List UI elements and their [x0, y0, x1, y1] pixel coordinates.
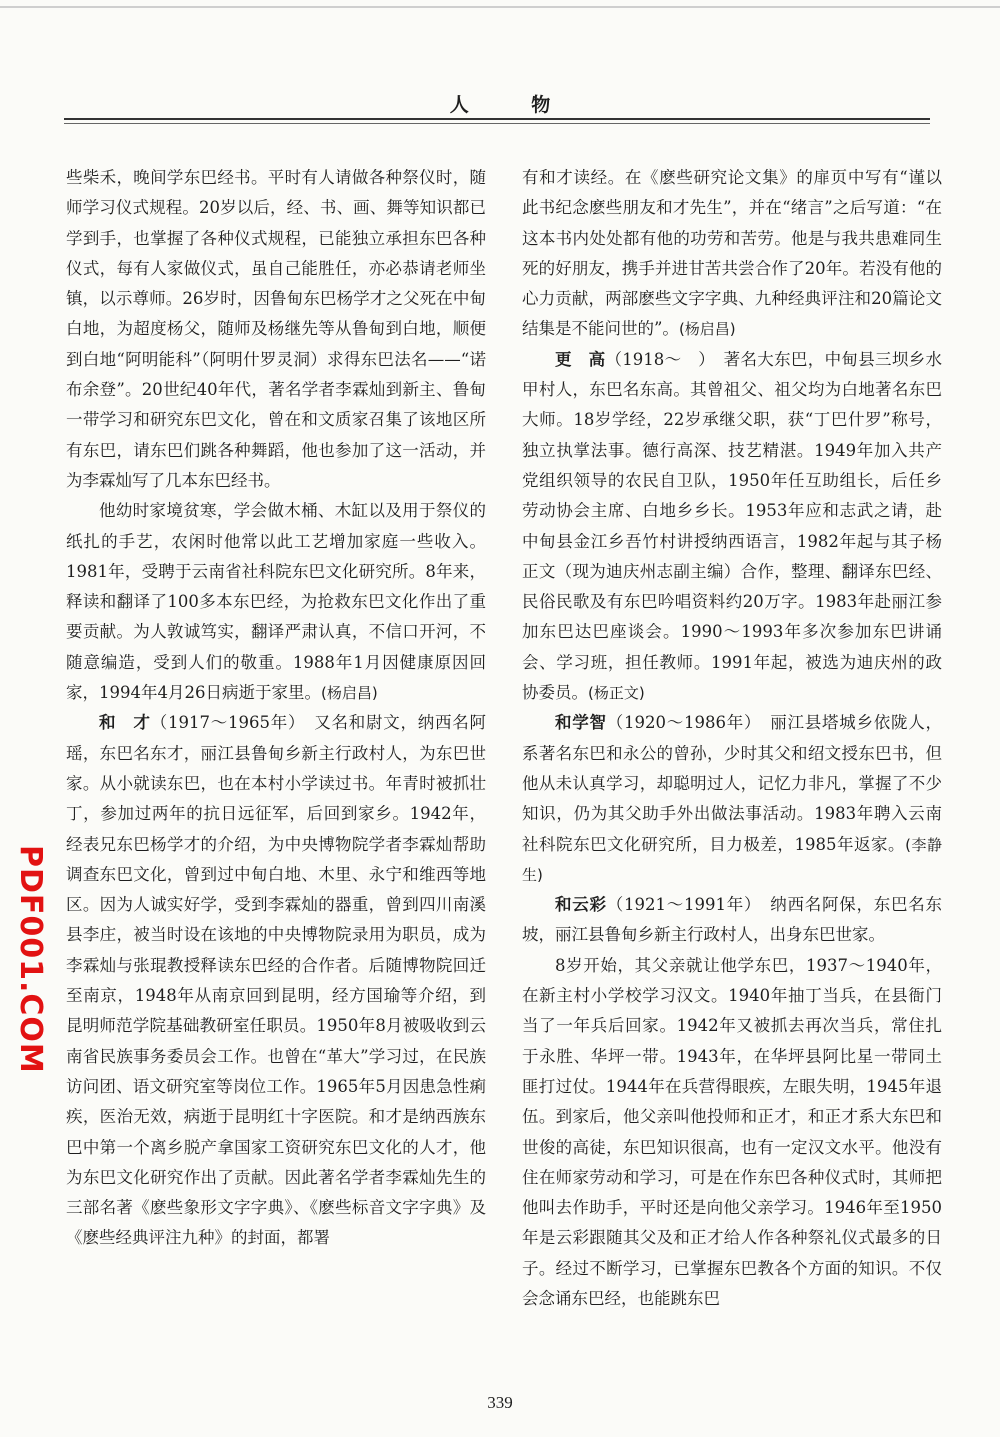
header-rule-thin [64, 123, 930, 124]
paragraph-text: 他幼时家境贫寒，学会做木桶、木缸以及用于祭仪的纸扎的手艺，农闲时他常以此工艺增加家庭一些收入。1981年，受聘于云南省社科院东巴文化研究所。8年来，释读和翻译了100多本东巴经，为抢救东巴文化作出了重要贡献。为人敦诚笃实，翻译严肃认真，不信口开河，不随意编造，受到人们的敬重。1988年1月因健康原因回家，1994年4月26日病逝于家里。 [66, 501, 486, 703]
author-credit: (杨正文) [588, 684, 645, 703]
paragraph-text: 有和才读经。在《麽些研究论文集》的扉页中写有“谨以此书纪念麽些朋友和才先生”，并在“绪言”之后写道：“在这本书内处处都有他的功劳和苦劳。他是与我共患难同生死的好朋友，携手并进甘苦共尝合作了20年。若没有他的心力贡献，两部麽些文字字典、九种经典评注和20篇论文结集是不能问世的”。 [522, 168, 942, 339]
entry-text: （1918～ ） 著名大东巴，中甸县三坝乡水甲村人，东巴名东高。其曾祖父、祖父均为白地著名东巴大师。18岁学经，22岁承继父职，获“丁巴什罗”称号，独立执掌法事。德行高深、技艺精湛。1949年加入共产党组织领导的农民自卫队，1950年任互助组长，后任乡劳动协会主席、白地乡乡长。1953年应和志武之请，赴中甸县金江乡吾竹村讲授纳西语言，1982年起与其子杨正文（现为迪庆州志副主编）合作，整理、翻译东巴经、民俗民歌及有东巴吟唱资料约20万字。1983年赴丽江参加东巴达巴座谈会。1990～1993年多次参加东巴讲诵会、学习班，担任教师。1991年起，被选为迪庆州的政协委员。 [522, 349, 942, 703]
entry-text: （1917～1965年） 又名和尉文，纳西名阿瑶，东巴名东才，丽江县鲁甸乡新主行政村人，为东巴世家。从小就读东巴，也在本村小学读过书。年青时被抓壮丁，参加过两年的抗日远征军，后回到家乡。1942年，经表兄东巴杨学才的介绍，为中央博物院学者李霖灿帮助调查东巴文化，曾到过中甸白地、木里、永宁和维西等地区。因为人诚实好学，受到李霖灿的器重，曾到四川南溪县李庄，被当时设在该地的中央博物院录用为职员，成为李霖灿与张琨教授释读东巴经的合作者。后随博物院回迁至南京，1948年从南京回到昆明，经方国瑜等介绍，到昆明师范学院基础教研室任职员。1950年8月被吸收到云南省民族事务委员会工作。也曾在“革大”学习过，在民族访问团、语文研究室等岗位工作。1965年5月因患急性痢疾，医治无效，病逝于昆明红十字医院。和才是纳西族东巴中第一个离乡脱产拿国家工资研究东巴文化的人才，他为东巴文化研究作出了贡献。因此著名学者李霖灿先生的三部名著《麽些象形文字字典》、《麽些标音文字字典》及《麽些经典评注九种》的封面，都署 [66, 713, 486, 1248]
watermark-text: PDF001.COM [13, 845, 48, 1074]
top-edge-line [0, 6, 1000, 8]
entry-text: （1921～1991年） 纳西名阿保，东巴名东坡，丽江县鲁甸乡新主行政村人，出身东巴世家。 [522, 895, 942, 945]
paragraph-text: 8岁开始，其父亲就让他学东巴，1937～1940年，在新主村小学校学习汉文。1940年抽丁当兵，在县衙门当了一年兵后回家。1942年又被抓去再次当兵，常住扎于永胜、华坪一带。1943年，在华坪县阿比星一带同土匪打过仗。1944年在兵营得眼疾，左眼失明，1945年退伍。到家后，他父亲叫他投师和正才，和正才系大东巴和世俊的高徒，东巴知识很高，也有一定汉文水平。他没有住在师家劳动和学习，可是在作东巴各种仪式时，其师把他叫去作助手，平时还是向他父亲学习。1946年至1950年是云彩跟随其父及和正才给人作各种祭礼仪式最多的日子。经过不断学习，已掌握东巴教各个方面的知识。不仅会念诵东巴经，也能跳东巴 [522, 955, 942, 1308]
paragraph [66, 496, 486, 708]
running-header-title: 人 物 [449, 94, 579, 116]
entry-name: 和 才 [99, 713, 151, 733]
paragraph-text: 些柴禾，晚间学东巴经书。平时有人请做各种祭仪时，随师学习仪式规程。20岁以后，经、书、画、舞等知识都已学到手，也掌握了各种仪式规程，已能独立承担东巴各种仪式，每有人家做仪式，虽自己能胜任，亦必恭请老师坐镇，以示尊师。26岁时，因鲁甸东巴杨学才之父死在中甸白地，为超度杨父，随师及杨继先等从鲁甸到白地，顺便到白地“阿明能科”（阿明什罗灵洞）求得东巴法名——“诺布余登”。20世纪40年代，著名学者李霖灿到新主、鲁甸一带学习和研究东巴文化，曾在和文质家召集了该地区所有东巴，请东巴们跳各种舞蹈，他也参加了这一活动，并为李霖灿写了几本东巴经书。 [66, 168, 486, 490]
entry-name: 更 高 [555, 349, 606, 369]
paragraph-continued [522, 163, 942, 345]
paragraph-continued [66, 163, 486, 496]
entry-text: （1920～1986年） 丽江县塔城乡依陇人，系著名东巴和永公的曾孙，少时其父和绍文授东巴书，但他从未认真学习，却聪明过人，记忆力非凡，掌握了不少知识，仍为其父助手外出做法事活动。1983年聘入云南社科院东巴文化研究所，目力极差，1985年返家。 [522, 713, 942, 854]
left-column [66, 163, 486, 1383]
author-credit: (李静生) [522, 835, 942, 884]
paragraph [522, 951, 942, 1315]
author-credit: (杨启昌) [321, 684, 378, 703]
author-credit: (杨启昌) [678, 320, 736, 339]
page-number: 339 [487, 1393, 513, 1412]
entry-name: 和学智 [555, 713, 607, 733]
biography-entry [522, 345, 942, 709]
entry-name: 和云彩 [555, 895, 607, 915]
biography-entry [66, 708, 486, 1253]
right-column [522, 163, 942, 1383]
biography-entry [522, 890, 942, 951]
biography-entry [522, 708, 942, 890]
header-rule-thick [64, 118, 930, 120]
